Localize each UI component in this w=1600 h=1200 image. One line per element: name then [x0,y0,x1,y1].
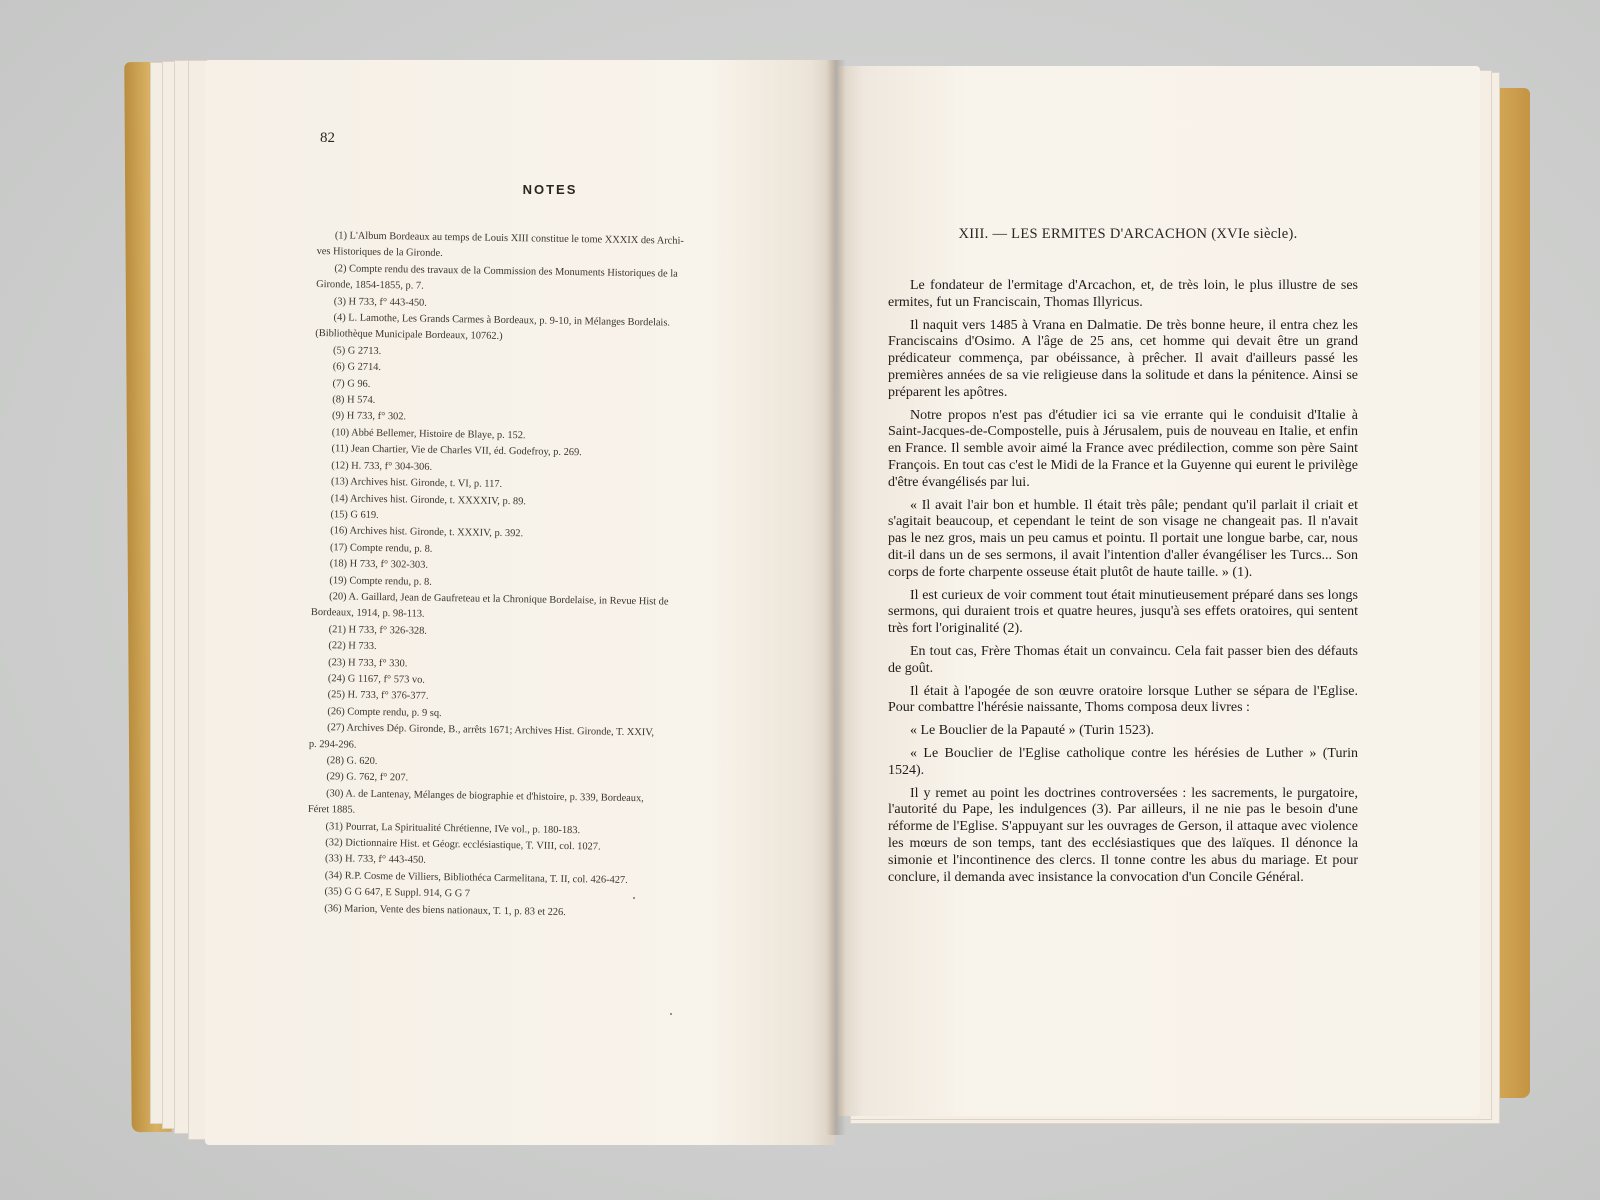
note-line: Gironde, 1854-1855, p. 7. [316,279,424,292]
note-line: (22) H 733. [328,640,377,653]
note-line: Bordeaux, 1914, p. 98-113. [310,607,425,621]
note-line: (3) H 733, f° 443-450. [333,295,427,309]
body-paragraph: Notre propos n'est pas d'étudier ici sa vie errante qui le conduisit d'Italie à Saint-Jacques-de-Compostelle, puis à Jérusalem, puis de nouveau en Italie, et enfin en France. Il semble avoir aimé la France avec prédilection, comme son père Saint François. En tout cas c'est le Midi de la France et la Guyenne qui eurent le privilège d'être évangélisés par lui. [888,407,1358,490]
speck [633,897,635,899]
note-line: (20) A. Gaillard, Jean de Gaufreteau et la Chronique Bordelaise, in Revue Hist de [329,591,669,608]
note-line: (18) H 733, f° 302-303. [329,558,429,571]
page-number: 82 [320,130,335,146]
notes-list [306,228,793,924]
note-line: (33) H. 733, f° 443-450. [325,853,427,867]
body-paragraph: Il était à l'apogée de son œuvre oratoire lorsque Luther se sépara de l'Eglise. Pour combattre l'hérésie naissante, Thoms composa deux livres : [888,683,1358,716]
note-line: (27) Archives Dép. Gironde, B., arrêts 1671; Archives Hist. Gironde, T. XXIV, [327,722,655,739]
note-line: (10) Abbé Bellemer, Histoire de Blaye, p. 152. [331,427,526,442]
body-paragraph: « Le Bouclier de l'Eglise catholique contre les hérésies de Luther » (Turin 1524). [888,745,1358,778]
note-line: (23) H 733, f° 330. [328,656,408,670]
note-line: (29) G. 762, f° 207. [326,771,409,784]
note-line: (12) H. 733, f° 304-306. [331,459,433,473]
note-line: (15) G 619. [330,509,379,521]
speck [670,1013,672,1015]
note-line: (28) G. 620. [326,755,378,768]
body-paragraph: Le fondateur de l'ermitage d'Arcachon, et, de très loin, le plus illustre de ses ermites, fut un Franciscain, Thomas Illyricus. [888,278,1358,310]
note-line: (13) Archives hist. Gironde, t. VI, p. 117. [330,476,503,491]
note-line: (31) Pourrat, La Spiritualité Chrétienne, IVe vol., p. 180-183. [325,820,581,836]
note-line: (2) Compte rendu des travaux de la Commission des Monuments Historiques de la [334,263,678,280]
note-line: ves Historiques de la Gironde. [316,246,443,260]
body-paragraph: « Il avait l'air bon et humble. Il était très pâle; pendant qu'il parlait il criait et s'agitait beaucoup, et cependant le teint de son visage ne changeait pas. Il n'avait pas le nez gros, mais un peu camus et pointu. Il portait une longue barbe, car, nous dit-il dans un de ses sermons, il avait l'intention d'aller évangéliser les Turcs... Son corps de forte charpente osseuse était plutôt de haute taille. » (1). [888,497,1358,580]
note-line: (25) H. 733, f° 376-377. [327,689,429,703]
note-line: (9) H 733, f° 302. [331,410,407,423]
note-line: (16) Archives hist. Gironde, t. XXXIV, p. 392. [330,525,524,540]
note-line: (21) H 733, f° 326-328. [328,623,428,637]
body-paragraph: Il est curieux de voir comment tout était minutieusement préparé dans ses longs sermons, qui duraient trois et quatre heures, jusqu'à ses effets oratoires, qui sentent très fort l'originalité (2). [888,587,1358,637]
note-line: (7) G 96. [332,377,371,390]
note-line: (24) G 1167, f° 573 vo. [327,673,425,686]
note-line: (35) G G 647, E Suppl. 914, G G 7 [324,886,471,900]
note-line: (30) A. de Lantenay, Mélanges de biographie et d'histoire, p. 339, Bordeaux, [326,788,644,805]
book-gutter [826,60,846,1135]
note-line: (34) R.P. Cosme de Villiers, Bibliothéca Carmelitana, T. II, col. 426-427. [324,870,628,886]
note-line: (14) Archives hist. Gironde, t. XXXXIV, p. 89. [330,492,527,507]
chapter-body [888,278,1358,892]
note-line: (1) L'Album Bordeaux au temps de Louis XIII constitue le tome XXXIX des Archi- [334,230,684,247]
note-line: (17) Compte rendu, p. 8. [329,541,433,555]
left-page [205,60,835,1145]
right-page [838,66,1480,1116]
note-line: (11) Jean Chartier, Vie de Charles VII, éd. Godefroy, p. 269. [331,443,582,459]
note-line: (8) H 574. [332,394,376,406]
body-paragraph: Il naquit vers 1485 à Vrana en Dalmatie. De très bonne heure, il entra chez les Franciscains d'Osimo. A l'âge de 25 ans, cet homme qui devait être un grand prédicateur commença, par obéissance, à prêcher. Il avait d'ailleurs passé les premières années de sa vie religieuse dans la solitude et dans la pénitence. Ainsi se préparent les apôtres. [888,317,1358,400]
body-paragraph: « Le Bouclier de la Papauté » (Turin 1523). [910,723,1155,739]
note-line: (36) Marion, Vente des biens nationaux, T. 1, p. 83 et 226. [324,902,566,918]
note-line: (26) Compte rendu, p. 9 sq. [327,706,442,719]
chapter-title: XIII. — LES ERMITES D'ARCACHON (XVIe siècle). [958,226,1298,242]
note-line: (6) G 2714. [332,361,382,374]
note-line: (5) G 2713. [332,345,382,357]
note-line: (19) Compte rendu, p. 8. [329,574,432,588]
notes-heading: NOTES [522,182,578,197]
note-line: p. 294-296. [308,738,357,751]
note-line: (32) Dictionnaire Hist. et Géogr. ecclésiastique, T. VIII, col. 1027. [325,837,601,853]
note-line: (4) L. Lamothe, Les Grands Carmes à Bordeaux, p. 9-10, in Mélanges Bordelais. [333,312,671,329]
note-line: Féret 1885. [307,804,356,816]
body-paragraph: Il y remet au point les doctrines controversées : les sacrements, le purgatoire, l'autorité du Pape, les indulgences (3). Par ailleurs, il ne nie pas le besoin d'une réforme de l'Eglise. S'appuyant sur les ouvrages de Gerson, il attaque avec violence les mœurs de son temps, tant des ecclésiastiques que des laïques. Il dénonce la simonie et l'incontinence des clercs. Il tonne contre les abus du mariage. Et pour conclure, il demanda avec insistance la convocation d'un Concile Général. [888,785,1358,885]
body-paragraph: En tout cas, Frère Thomas était un convaincu. Cela fait passer bien des défauts de goût. [888,643,1358,676]
note-line: (Bibliothèque Municipale Bordeaux, 10762.) [315,328,503,343]
